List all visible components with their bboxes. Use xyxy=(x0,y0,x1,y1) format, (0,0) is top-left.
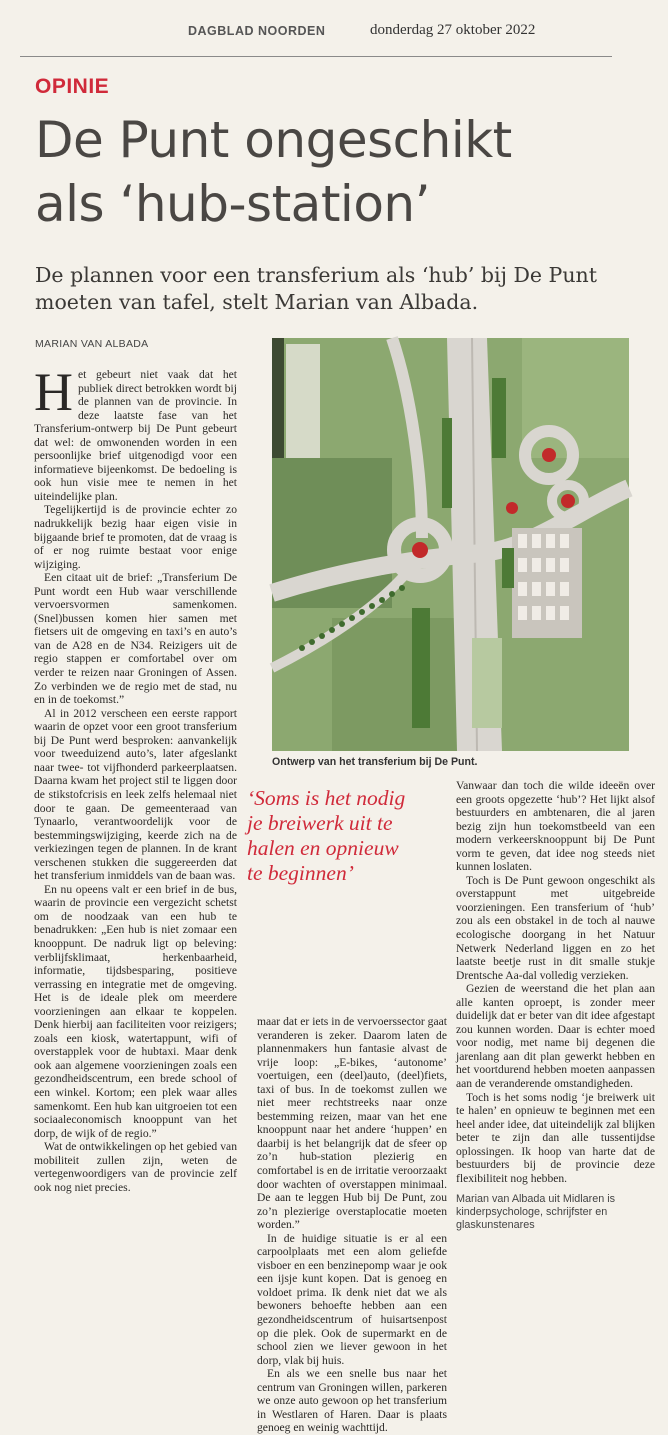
transferium-plan-image xyxy=(272,338,629,751)
headline-line-2: als ‘hub-station’ xyxy=(35,175,430,233)
paragraph: Vanwaar dan toch die wilde ideeën over een groots opgezette ‘hub’? Het lijkt alsof bestuurders en ambtenaren, die al jaren bezig zijn hun toekomstbeeld van een modern verkeersknooppunt bij De Punt vorm te geven, dat idee nog steeds niet kunnen loslaten. xyxy=(456,779,655,874)
plan-photo xyxy=(272,338,629,751)
masthead-rule xyxy=(20,56,612,57)
pull-quote-line-4: te beginnen’ xyxy=(247,861,354,885)
section-label: OPINIE xyxy=(35,75,110,98)
intro-line-2: moeten van tafel, stelt Marian van Albada. xyxy=(35,290,479,314)
paragraph: maar dat er iets in de vervoerssector gaat veranderen is zeker. Daarom laten de plannenmakers hun fantasie alvast de vrije loop: „E-bikes, ‘autonome’ voertuigen, een (deel)auto, (deel)fiets, taxi of bus. In de toekomst zullen we niet meer rechtstreeks naar onze bestemming reizen, maar van het ene knooppunt naar het andere ‘huppen’ en daarbij is het belangrijk dat de sfeer op zo’n hub-station plezierig en comfortabel is en de irritatie veroorzaakt door wachten of overstappen minimaal. De aan te leggen Hub bij De Punt, zou zo’n plezierige overstaplocatie moeten worden.” xyxy=(257,1015,447,1232)
masthead-name: DAGBLAD NOORDEN xyxy=(188,24,326,38)
paragraph: Gezien de weerstand die het plan aan alle kanten oproept, is zonder meer duidelijk dat er beter van dit idee afgestapt zou kunnen worden. Daar is echter moed voor nodig, met name bij degenen die jarenlang aan dit plan gewerkt hebben en het voortdurend hebben moeten aanpassen aan de veranderende omstandigheden. xyxy=(456,982,655,1091)
paragraph: Toch is het soms nodig ‘je breiwerk uit te halen’ en opnieuw te beginnen met een heel ander idee, dat uiteindelijk zal blijken beter te zijn dan alle tussentijdse oplossingen. Ik hoop van harte dat de bestuurders bij de provincie deze flexibiliteit nog hebben. xyxy=(456,1090,655,1185)
paragraph: Tegelijkertijd is de provincie echter zo nadrukkelijk bezig haar eigen visie in bijgaande brief te promoten, dat de vraag is of er nog ruimte bestaat voor enige wijziging. xyxy=(34,503,237,571)
paragraph: Toch is De Punt gewoon ongeschikt als overstappunt met uitgebreide voorzieningen. Een transferium of ‘hub’ zou als een obstakel in de toch al nauwe ecologische doorgang in het Natuur Netwerk Nederland liggen en zo het laatste beetje rust in dit smalle stukje Drentsche Aa-dal volledig verzieken. xyxy=(456,873,655,982)
byline: MARIAN VAN ALBADA xyxy=(35,338,149,350)
paragraph: In de huidige situatie is er al een carpoolplaats met een alom geliefde visboer en een benzinepomp waar je ook een ijsje kunt kopen. Dat is genoeg en voldoet prima. Ik denk niet dat we als bewoners behoefte hebben aan een gezondheidscentrum of huisartsenpost op die plek. Ook de supermarkt en de school zien we liever gewoon in het dorp, vlak bij huis. xyxy=(257,1231,447,1367)
pull-quote-line-3: halen en opnieuw xyxy=(247,836,399,860)
masthead-date: donderdag 27 oktober 2022 xyxy=(370,22,536,38)
article-column-3 xyxy=(456,779,655,1379)
article-column-1 xyxy=(34,362,237,1393)
paragraph xyxy=(34,362,237,503)
headline xyxy=(35,108,635,236)
pull-quote-line-2: je breiwerk uit te xyxy=(247,811,393,835)
intro-line-1: De plannen voor een transferium als ‘hub’ bij De Punt xyxy=(35,263,597,287)
paragraph: Een citaat uit de brief: „Transferium De Punt wordt een Hub waar verschillende vervoersvormen samenkomen. (Snel)bussen komen hier samen met fietsers uit de omgeving en taxi’s en auto’s van de A28 en de N34. Reizigers uit de regio stappen er comfortabel over om verder te reizen naar Groningen of Assen. Zo verbinden we de regio met de stad, nu en in de toekomst.” xyxy=(34,571,237,707)
paragraph: En nu opeens valt er een brief in de bus, waarin de provincie een vergezicht schetst om de noodzaak van een hub te benadrukken: „Een hub is niet zomaar een knooppunt. De nadruk ligt op beleving: verblijfsklimaat, herkenbaarheid, informatie, tijdsbesparing, positieve verrassing en integratie met de omgeving. Het is de ideale plek om meerdere voorzieningen aan elkaar te koppelen. Denk hierbij aan faciliteiten voor reizigers; zoals een kiosk, watertappunt, wifi of overstapplek voor de hubtaxi. Maar denk ook aan algemene voorzieningen zoals een gezondheidscentrum, een brede school of een winkel. Kortom; een plek waar alles samenkomt. Een hub kan uitgroeien tot een sociaaleconomisch knooppunt van het dorp, de wijk of de regio.” xyxy=(34,882,237,1140)
drop-cap: H xyxy=(34,362,73,422)
intro xyxy=(35,262,645,316)
photo-caption: Ontwerp van het transferium bij De Punt. xyxy=(272,756,478,768)
pull-quote-line-1: ‘Soms is het nodig xyxy=(247,786,406,810)
headline-line-1: De Punt ongeschikt xyxy=(35,111,512,169)
paragraph: En als we een snelle bus naar het centrum van Groningen willen, parkeren we onze auto gewoon op het transferium in Westlaren of Haren. Daar is plaats genoeg en weinig wachttijd. xyxy=(257,1367,447,1435)
paragraph: Wat de ontwikkelingen op het gebied van mobiliteit zullen zijn, weten de vertegenwoordigers van de provincie zelf ook nog niet precies. xyxy=(34,1140,237,1194)
article-column-2 xyxy=(257,1015,447,1435)
pull-quote xyxy=(247,786,452,886)
author-signature: Marian van Albada uit Midlaren is kinderpsychologe, schrijfster en glaskunstenares xyxy=(456,1193,616,1232)
paragraph: Al in 2012 verscheen een eerste rapport waarin de opzet voor een groot transferium bij De Punt werd besproken: aanvankelijk voor tweeduizend auto’s, later afgeslankt naar twee- tot vijfhonderd parkeerplaatsen. Daarna kwam het project stil te liggen door de stikstofcrisis en leek zelfs helemaal niet door te gaan. De gemeenteraad van Tynaarlo, verantwoordelijk voor de bestemmingswijziging, keerde zich na de verkiezingen tegen de plannen. In de krant verschenen stukken die suggereerden dat het transferium inmiddels van de baan was. xyxy=(34,706,237,883)
paragraph-text: et gebeurt niet vaak dat het publiek direct betrokken wordt bij de plannen van de provincie. In deze laatste fase van het Transferium-ontwerp bij De Punt gebeurt dat wel: de omwonenden worden in een persoonlijke brief uitgenodigd voor een informatieve bijeenkomst. De bedoeling is ook hun visie mee te nemen in het uiteindelijke plan. xyxy=(34,368,237,503)
